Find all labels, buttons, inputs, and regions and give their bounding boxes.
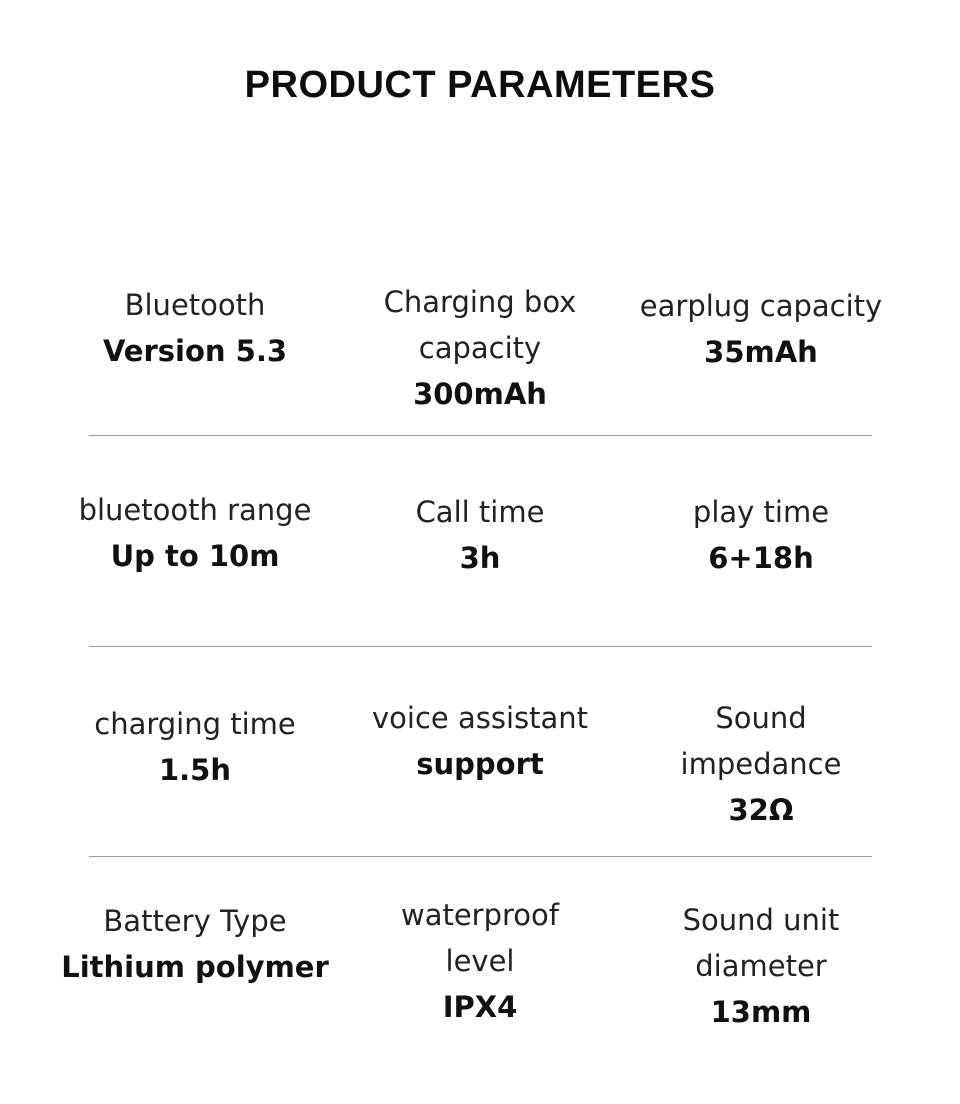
param-label: charging time [94, 707, 296, 741]
param-voice-assistant [325, 695, 635, 787]
param-value: 300mAh [413, 377, 547, 411]
param-value: support [416, 747, 544, 781]
param-battery-type [40, 898, 350, 990]
param-sound-impedance [606, 695, 916, 833]
param-call-time [325, 489, 635, 581]
param-label: voice assistant [371, 701, 588, 735]
param-play-time [606, 489, 916, 581]
param-earplug-capacity [606, 283, 916, 375]
param-bluetooth [40, 282, 350, 374]
param-value: 13mm [710, 995, 812, 1029]
param-value: IPX4 [442, 990, 518, 1024]
param-label: Sound unit diameter [682, 903, 840, 983]
param-bluetooth-range [40, 487, 350, 579]
row-divider [89, 646, 872, 647]
param-value: Version 5.3 [102, 334, 288, 368]
param-label: earplug capacity [639, 289, 883, 323]
param-charging-box-capacity [325, 279, 635, 417]
param-label: waterproof level [400, 898, 559, 978]
param-value: Up to 10m [110, 539, 280, 573]
param-value: 6+18h [708, 541, 814, 575]
param-label: Sound impedance [680, 701, 842, 781]
param-waterproof-level [325, 892, 635, 1030]
param-label: Call time [415, 495, 545, 529]
row-divider [89, 435, 872, 436]
param-label: Bluetooth [124, 288, 266, 322]
page-title: PRODUCT PARAMETERS [244, 64, 716, 106]
param-sound-unit-diameter [606, 897, 916, 1035]
param-label: Battery Type [103, 904, 287, 938]
param-value: 35mAh [704, 335, 818, 369]
row-divider [89, 856, 872, 857]
param-label: play time [692, 495, 830, 529]
param-value: 3h [459, 541, 501, 575]
param-label: bluetooth range [78, 493, 312, 527]
param-value: 1.5h [158, 753, 232, 787]
param-value: Lithium polymer [61, 950, 329, 984]
param-value: 32Ω [728, 793, 794, 827]
param-label: Charging box capacity [383, 285, 577, 365]
param-charging-time [40, 701, 350, 793]
